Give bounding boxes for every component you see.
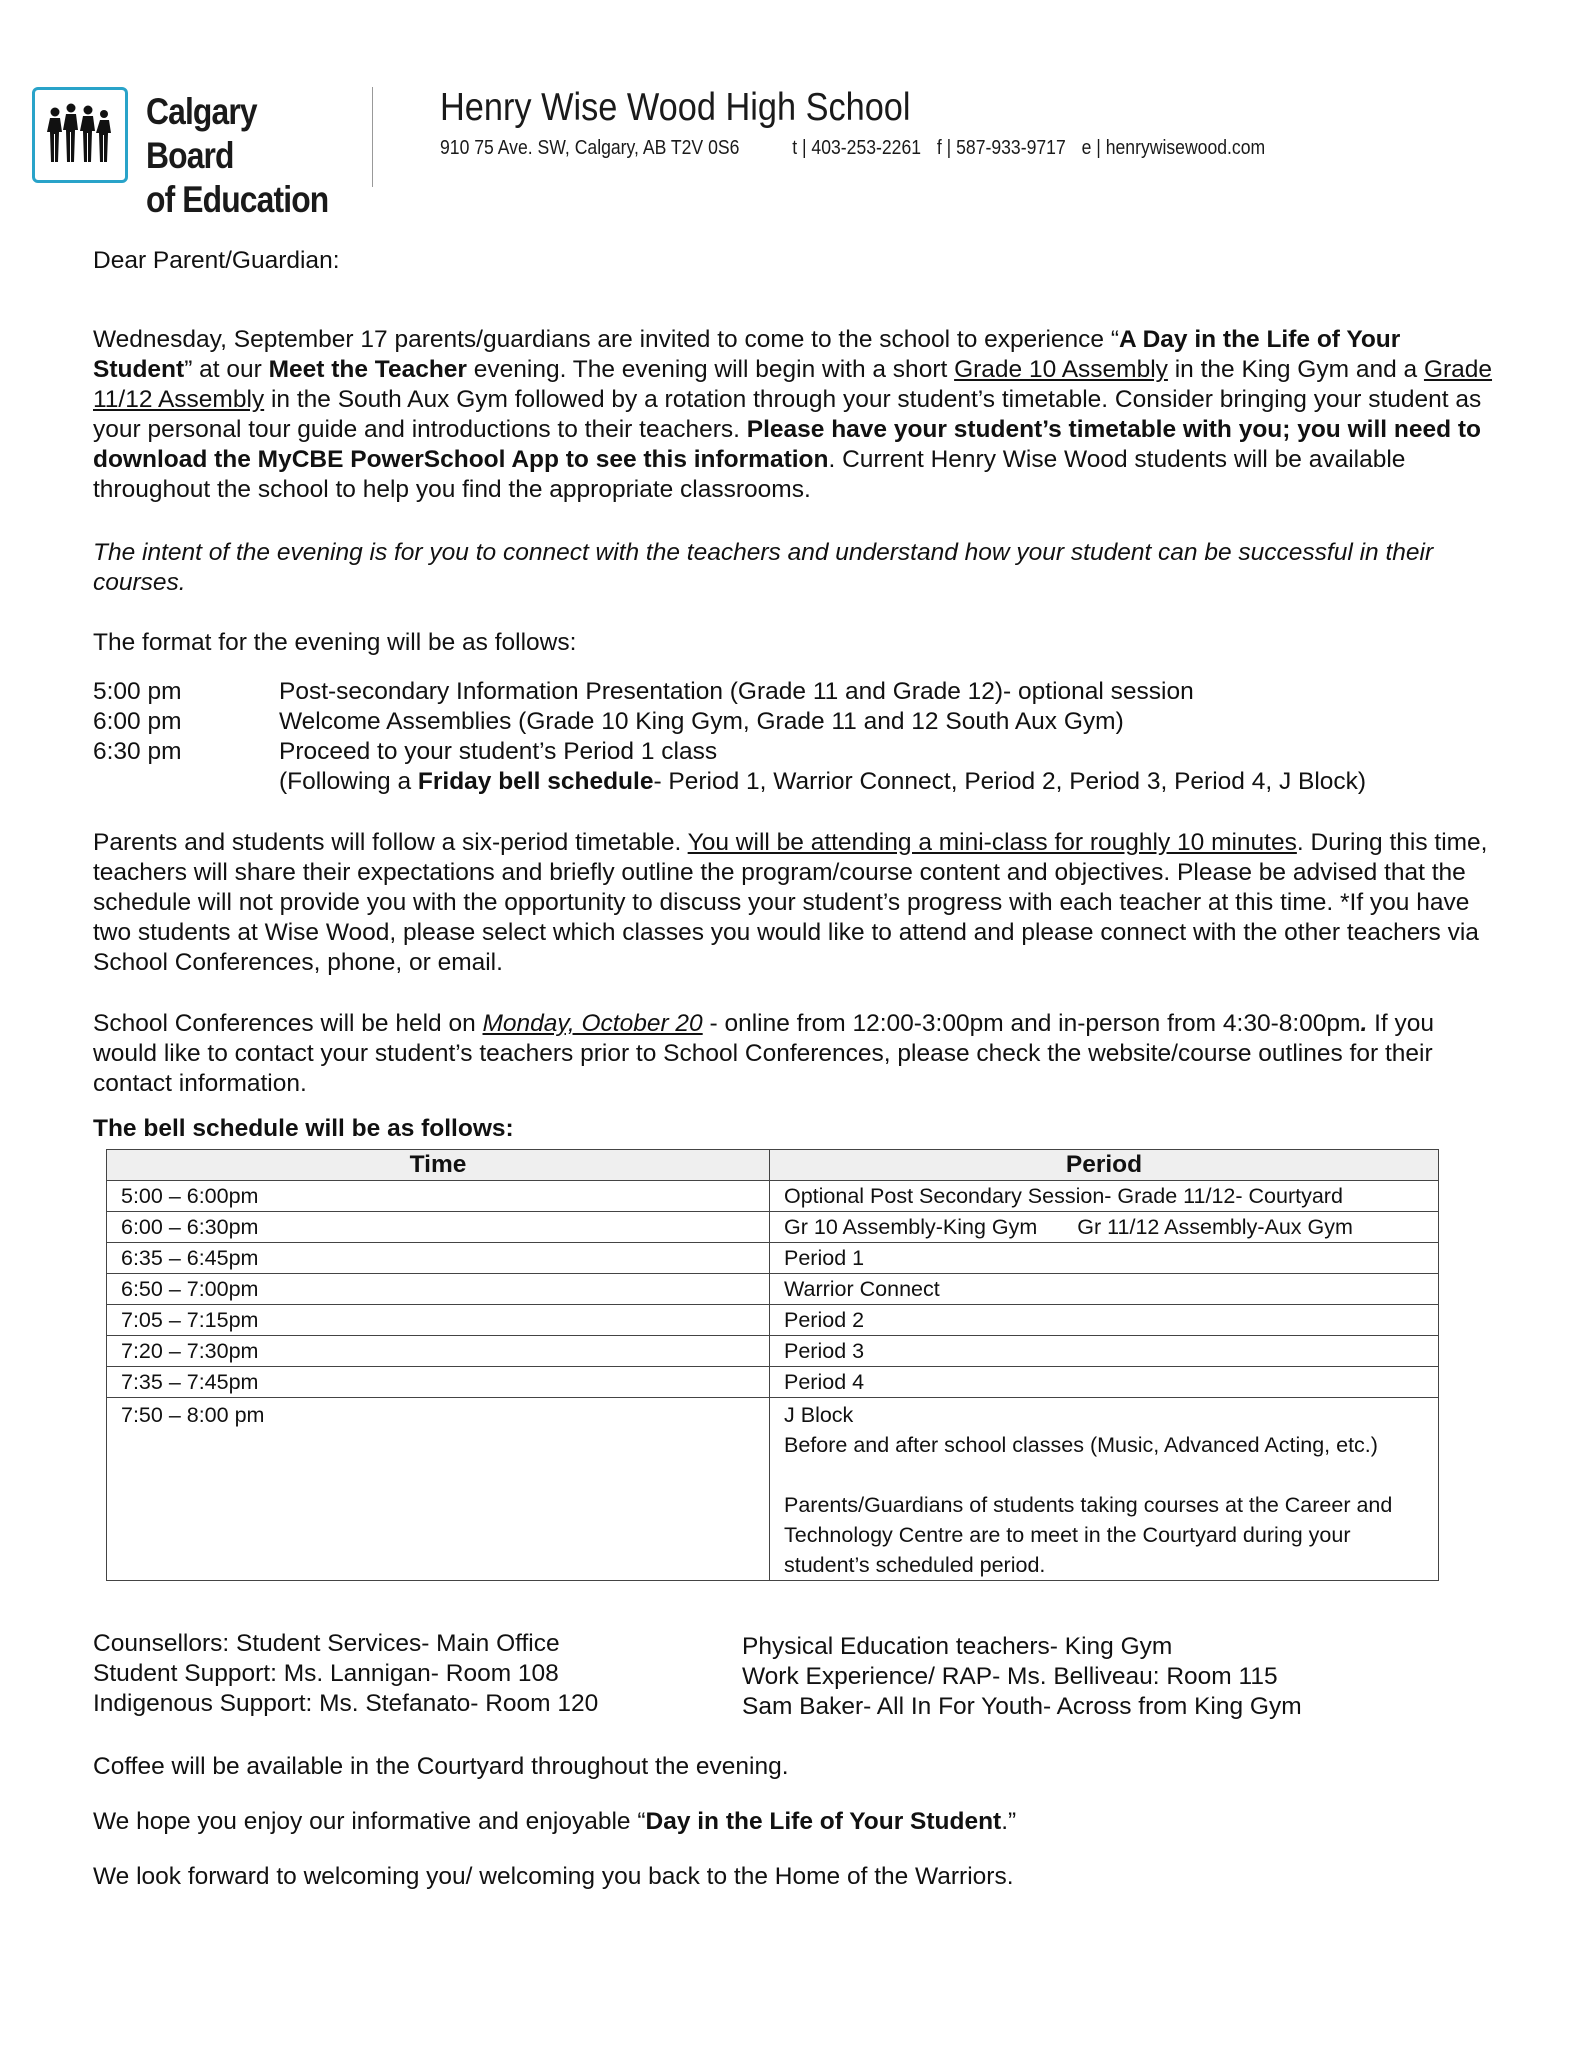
intro-text-6: . Current Henry Wise Wood students will be available throughout the school to help you find the appropriate classrooms. bbox=[93, 446, 1406, 503]
timetable-text-1: Parents and students will follow a six-period timetable. bbox=[93, 829, 688, 856]
intent-text: The intent of the evening is for you to connect with the teachers and understand how your student can be successful in their courses. bbox=[93, 539, 1434, 596]
period-cell: Period 3 bbox=[770, 1336, 1439, 1367]
time-cell: 7:20 – 7:30pm bbox=[107, 1336, 770, 1367]
school-name: Henry Wise Wood High School bbox=[440, 86, 911, 129]
contact-item: Indigenous Support: Ms. Stefanato- Room 120 bbox=[93, 1690, 599, 1717]
welcome-line: We look forward to welcoming you/ welcoming you back to the Home of the Warriors. bbox=[93, 1863, 1014, 1890]
bell-schedule-table bbox=[106, 1149, 1439, 1581]
period-cell-part1: Gr 10 Assembly-King Gym bbox=[784, 1215, 1038, 1239]
followup-bold: Friday bell schedule bbox=[417, 768, 654, 795]
table-row bbox=[107, 1243, 1439, 1274]
period-cell: Optional Post Secondary Session- Grade 11/12- Courtyard bbox=[770, 1181, 1439, 1212]
conferences-text-3: If you would like to contact your student’s teachers prior to School Conferences, please check the website/course outlines for their contact information. bbox=[93, 1010, 1435, 1097]
contact-line bbox=[440, 136, 1265, 160]
period-cell bbox=[770, 1398, 1439, 1581]
intro-bold-timetable-note: Please have your student’s timetable with you; you will need to download the MyCBE PowerSchool App to see this information bbox=[93, 416, 1481, 473]
table-header-row bbox=[107, 1150, 1439, 1181]
conferences-text-1: School Conferences will be held on bbox=[93, 1010, 483, 1037]
timetable-underlined: You will be attending a mini-class for roughly 10 minutes bbox=[687, 829, 1297, 856]
followup-post: - Period 1, Warrior Connect, Period 2, Period 3, Period 4, J Block) bbox=[653, 768, 1367, 795]
org-name-line2: of Education bbox=[146, 179, 329, 220]
time-cell: 6:50 – 7:00pm bbox=[107, 1274, 770, 1305]
school-address: 910 75 Ave. SW, Calgary, AB T2V 0S6 bbox=[440, 137, 740, 159]
bell-schedule-heading: The bell schedule will be as follows: bbox=[93, 1115, 514, 1142]
time-cell: 7:50 – 8:00 pm bbox=[107, 1398, 770, 1581]
table-row bbox=[107, 1181, 1439, 1212]
table-row bbox=[107, 1305, 1439, 1336]
cbe-logo bbox=[32, 87, 128, 183]
format-desc: Welcome Assemblies (Grade 10 King Gym, Grade 11 and 12 South Aux Gym) bbox=[279, 708, 1124, 735]
period-cell: Warrior Connect bbox=[770, 1274, 1439, 1305]
format-desc: Post-secondary Information Presentation (Grade 11 and Grade 12)- optional session bbox=[279, 678, 1194, 705]
time-cell: 7:05 – 7:15pm bbox=[107, 1305, 770, 1336]
time-cell: 6:00 – 6:30pm bbox=[107, 1212, 770, 1243]
period-cell: Period 4 bbox=[770, 1367, 1439, 1398]
conferences-date: Monday, October 20 bbox=[482, 1010, 703, 1037]
enjoy-post: .” bbox=[1001, 1808, 1017, 1835]
intro-paragraph bbox=[93, 325, 1493, 505]
contact-item: Sam Baker- All In For Youth- Across from King Gym bbox=[742, 1693, 1302, 1720]
org-name bbox=[146, 90, 344, 222]
contacts-right bbox=[742, 1632, 1302, 1722]
family-figures-icon bbox=[43, 98, 117, 172]
column-header-period: Period bbox=[770, 1150, 1439, 1181]
timetable-text-2: . During this time, teachers will share their expectations and briefly outline the program/course content and objectives. Please be advised that the schedule will not provide you with the opportunity to discuss your student’s progress with each teacher at this time. *If you have two students at Wise Wood, please select which classes you would like to attend and please connect with the other teachers via School Conferences, phone, or email. bbox=[93, 829, 1488, 976]
format-followup bbox=[279, 767, 1366, 797]
table-row bbox=[107, 1212, 1439, 1243]
intro-grade10-assembly: Grade 10 Assembly bbox=[954, 356, 1168, 383]
enjoy-pre: We hope you enjoy our informative and enjoyable “ bbox=[93, 1808, 646, 1835]
intent-paragraph bbox=[93, 538, 1493, 598]
letterhead bbox=[0, 0, 1582, 220]
format-time: 6:00 pm bbox=[93, 708, 182, 735]
contacts-left bbox=[93, 1629, 598, 1719]
contact-item: Student Support: Ms. Lannigan- Room 108 bbox=[93, 1660, 559, 1687]
coffee-note: Coffee will be available in the Courtyard throughout the evening. bbox=[93, 1753, 789, 1780]
time-cell: 5:00 – 6:00pm bbox=[107, 1181, 770, 1212]
intro-grade1112-assembly: Grade 11/12 Assembly bbox=[93, 356, 1493, 413]
format-time: 5:00 pm bbox=[93, 678, 182, 705]
table-row bbox=[107, 1367, 1439, 1398]
period-cell bbox=[770, 1212, 1439, 1243]
intro-bold-day-in-life: A Day in the Life of Your Student bbox=[93, 326, 1401, 383]
enjoy-bold: Day in the Life of Your Student bbox=[645, 1808, 1002, 1835]
table-row bbox=[107, 1398, 1439, 1581]
period-cell-part2: Gr 11/12 Assembly-Aux Gym bbox=[1077, 1215, 1353, 1239]
period-cell: Period 1 bbox=[770, 1243, 1439, 1274]
time-cell: 6:35 – 6:45pm bbox=[107, 1243, 770, 1274]
conferences-period: . bbox=[1360, 1010, 1368, 1037]
jblock-career-note: Parents/Guardians of students taking courses at the Career and Technology Centre are to meet in the Courtyard during your student’s scheduled period. bbox=[784, 1493, 1393, 1577]
enjoy-line bbox=[93, 1807, 1016, 1837]
contact-item: Work Experience/ RAP- Ms. Belliveau: Room 115 bbox=[742, 1663, 1278, 1690]
contact-item: Counsellors: Student Services- Main Office bbox=[93, 1630, 560, 1657]
org-name-line1: Calgary Board bbox=[146, 91, 257, 176]
jblock-classes: Before and after school classes (Music, Advanced Acting, etc.) bbox=[784, 1433, 1378, 1457]
format-intro: The format for the evening will be as follows: bbox=[93, 629, 577, 656]
salutation: Dear Parent/Guardian: bbox=[93, 247, 340, 274]
timetable-paragraph bbox=[93, 828, 1493, 978]
period-cell: Period 2 bbox=[770, 1305, 1439, 1336]
time-cell: 7:35 – 7:45pm bbox=[107, 1367, 770, 1398]
format-time: 6:30 pm bbox=[93, 738, 182, 765]
conferences-text-2: - online from 12:00-3:00pm and in-person from 4:30-8:00pm bbox=[702, 1010, 1361, 1037]
school-phone: t | 403-253-2261 bbox=[792, 137, 922, 159]
intro-text-5: in the South Aux Gym followed by a rotation through your student’s timetable. Consider bringing your student as your personal tour guide and introductions to their teachers. bbox=[93, 386, 1482, 443]
table-row bbox=[107, 1274, 1439, 1305]
header-divider bbox=[372, 87, 373, 187]
table-row bbox=[107, 1336, 1439, 1367]
intro-text-2: ” at our bbox=[184, 356, 269, 383]
conferences-paragraph bbox=[93, 1009, 1493, 1099]
intro-text-3: evening. The evening will begin with a short bbox=[466, 356, 955, 383]
intro-bold-meet-teacher: Meet the Teacher bbox=[268, 356, 467, 383]
jblock-title: J Block bbox=[784, 1403, 854, 1427]
format-desc: Proceed to your student’s Period 1 class bbox=[279, 738, 718, 765]
contact-item: Physical Education teachers- King Gym bbox=[742, 1633, 1173, 1660]
column-header-time: Time bbox=[107, 1150, 770, 1181]
followup-pre: (Following a bbox=[279, 768, 418, 795]
school-website: e | henrywisewood.com bbox=[1081, 137, 1266, 159]
intro-text-4: in the King Gym and a bbox=[1167, 356, 1424, 383]
intro-text-1: Wednesday, September 17 parents/guardians are invited to come to the school to experience “ bbox=[93, 326, 1119, 353]
school-fax: f | 587-933-9717 bbox=[936, 137, 1066, 159]
